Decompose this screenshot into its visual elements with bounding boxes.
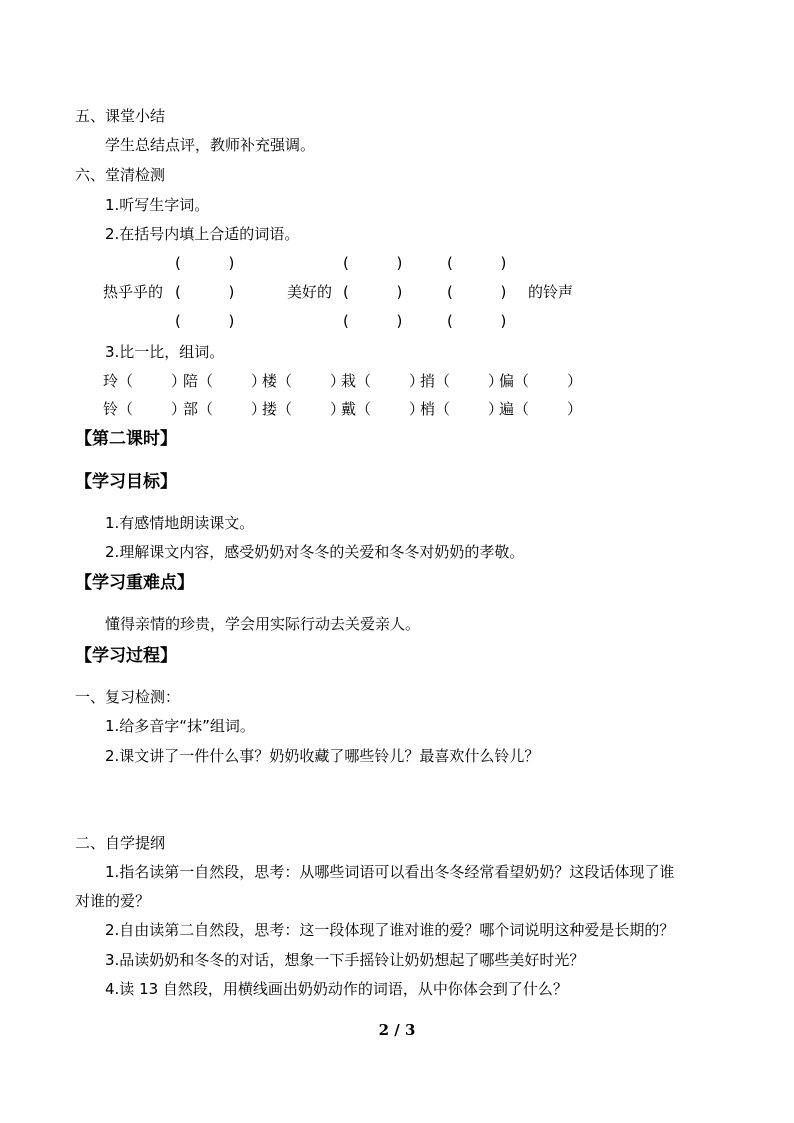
fill-word-1: 热乎乎的 — [103, 283, 164, 301]
compare-paren-close: ） — [251, 372, 267, 390]
blank-paren: ( ) — [447, 254, 507, 272]
blank-paren: ( ) — [447, 283, 507, 301]
compare-char: 玲 — [103, 372, 119, 390]
compare-char: 栽 — [341, 372, 357, 390]
compare-paren-open: （ — [435, 372, 451, 390]
compare-paren-close: ） — [171, 372, 187, 390]
lesson-title: 【第二课时】 — [75, 429, 177, 449]
compare-paren-open: （ — [356, 400, 372, 418]
test-q1: 1.听写生字词。 — [105, 196, 210, 214]
blank-paren: ( ) — [343, 283, 403, 301]
compare-paren-open: （ — [277, 372, 293, 390]
key-points-text: 懂得亲情的珍贵，学会用实际行动去关爱亲人。 — [105, 615, 421, 633]
compare-paren-close: ） — [488, 372, 504, 390]
goal-1: 1.有感情地朗读课文。 — [105, 514, 255, 532]
compare-paren-close: ） — [567, 372, 583, 390]
outline-q3: 3.品读奶奶和冬冬的对话，想象一下手摇铃让奶奶想起了哪些美好时光？ — [105, 951, 585, 969]
compare-char: 捎 — [420, 372, 436, 390]
compare-paren-close: ） — [171, 400, 187, 418]
blank-paren: ( ) — [175, 283, 235, 301]
section-title-summary: 五、课堂小结 — [75, 107, 166, 125]
goal-2: 2.理解课文内容，感受奶奶对冬冬的关爱和冬冬对奶奶的孝敬。 — [105, 543, 525, 561]
blank-paren: ( ) — [175, 254, 235, 272]
compare-paren-close: ） — [488, 400, 504, 418]
review-q1: 1.给多音字“抹”组词。 — [105, 717, 255, 735]
compare-paren-close: ） — [251, 400, 267, 418]
compare-char: 遍 — [499, 400, 515, 418]
fill-word-2: 美好的 — [287, 283, 333, 301]
compare-paren-close: ） — [330, 400, 346, 418]
compare-paren-open: （ — [198, 372, 214, 390]
page-number: 2 / 3 — [378, 1021, 416, 1039]
outline-q4: 4.读 13 自然段，用横线画出奶奶动作的词语，从中你体会到了什么？ — [105, 980, 568, 998]
compare-char: 偏 — [499, 372, 515, 390]
blank-paren: ( ) — [343, 312, 403, 330]
section-title-test: 六、堂清检测 — [75, 166, 166, 184]
review-q2: 2.课文讲了一件什么事？奶奶收藏了哪些铃儿？最喜欢什么铃儿？ — [105, 747, 540, 765]
outline-q2: 2.自由读第二自然段，思考：这一段体现了谁对谁的爱？哪个词说明这种爱是长期的？ — [105, 921, 675, 939]
compare-paren-close: ） — [409, 372, 425, 390]
compare-char: 陪 — [183, 372, 199, 390]
summary-text: 学生总结点评，教师补充强调。 — [105, 136, 316, 154]
compare-char: 戴 — [341, 400, 357, 418]
compare-paren-open: （ — [514, 372, 530, 390]
outline-q1-cont: 对谁的爱？ — [75, 892, 151, 910]
outline-q1: 1.指名读第一自然段，思考：从哪些词语可以看出冬冬经常看望奶奶？这段话体现了谁 — [105, 863, 675, 881]
compare-paren-open: （ — [198, 400, 214, 418]
process-title: 【学习过程】 — [75, 646, 177, 666]
test-q2: 2.在括号内填上合适的词语。 — [105, 225, 300, 243]
goals-title: 【学习目标】 — [75, 472, 177, 492]
compare-char: 铃 — [103, 400, 119, 418]
compare-paren-close: ） — [409, 400, 425, 418]
compare-paren-close: ） — [330, 372, 346, 390]
compare-paren-close: ） — [567, 400, 583, 418]
compare-paren-open: （ — [356, 372, 372, 390]
compare-paren-open: （ — [118, 372, 134, 390]
review-title: 一、复习检测： — [75, 688, 181, 706]
compare-char: 楼 — [262, 372, 278, 390]
key-points-title: 【学习重难点】 — [75, 573, 194, 593]
compare-paren-open: （ — [277, 400, 293, 418]
fill-word-tail: 的铃声 — [528, 283, 574, 301]
outline-title: 二、自学提纲 — [75, 834, 166, 852]
compare-char: 梢 — [420, 400, 436, 418]
compare-paren-open: （ — [514, 400, 530, 418]
blank-paren: ( ) — [447, 312, 507, 330]
compare-char: 部 — [183, 400, 199, 418]
compare-char: 搂 — [262, 400, 278, 418]
blank-paren: ( ) — [175, 312, 235, 330]
compare-paren-open: （ — [118, 400, 134, 418]
blank-paren: ( ) — [343, 254, 403, 272]
test-q3: 3.比一比，组词。 — [105, 343, 225, 361]
compare-paren-open: （ — [435, 400, 451, 418]
